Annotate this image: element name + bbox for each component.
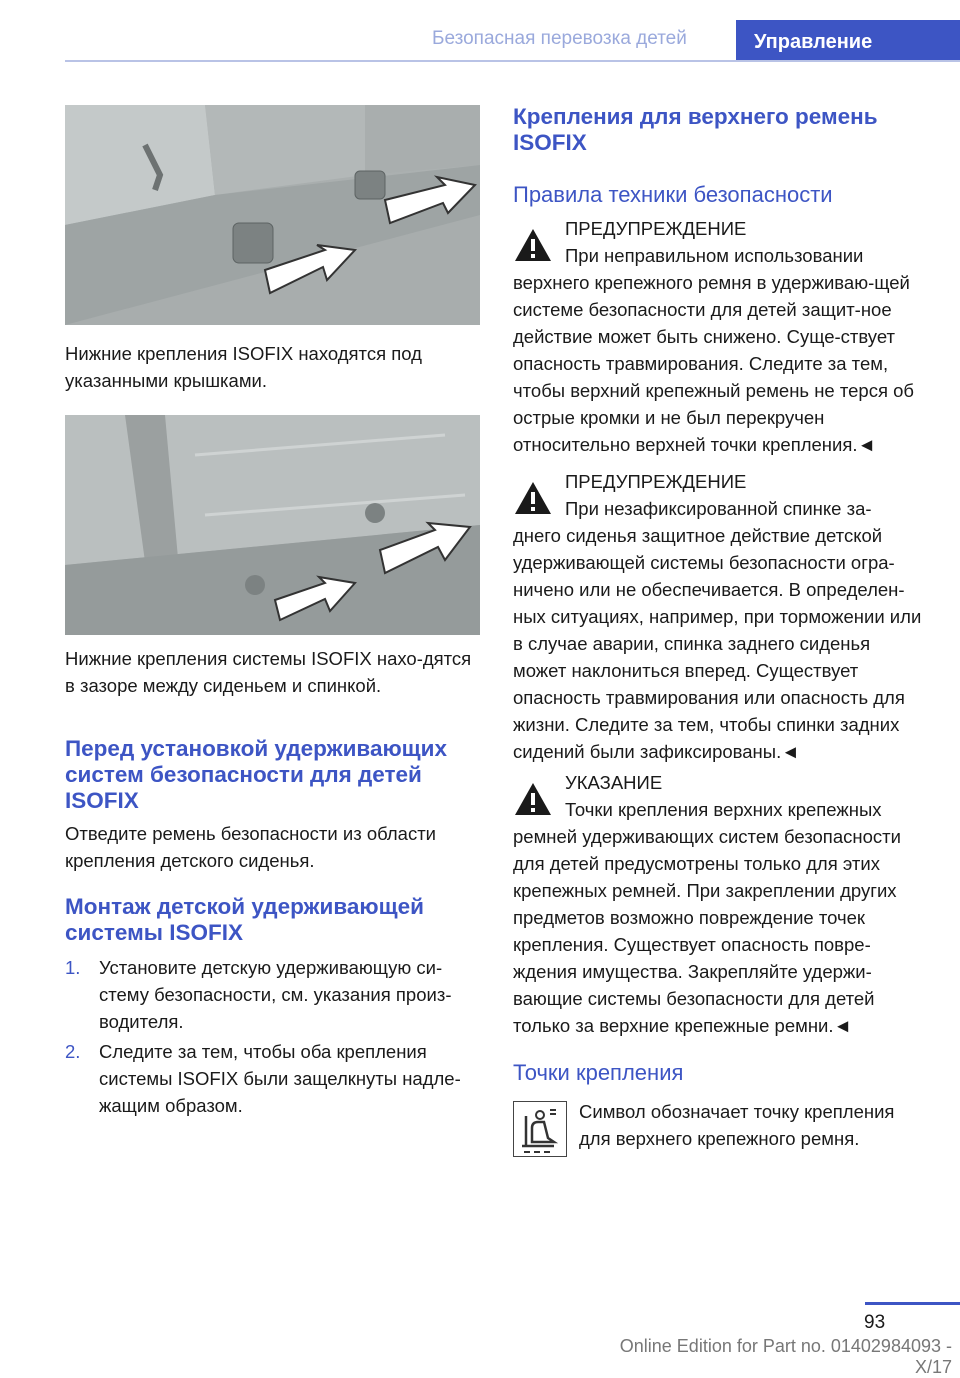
notice-first-line: При незафиксированной спинке за- [565, 498, 872, 519]
warning-notice-1 [513, 215, 928, 458]
notice-text: днего сиденья защитное действие детской удерживающей системы безопасности огра-ничено или не обеспечивается. В определен-ных ситуациях, например, при торможении или в случае аварии, спинка заднего сиденья может наклониться вперед. Существует опасность травмирования или опасность для жизни. Следите за тем, чтобы спинки задних сидений были зафиксированы.◄ [513, 525, 922, 762]
left-section [65, 736, 480, 1122]
caption-photo-1: Нижние крепления ISOFIX находятся под указанными крышками. [65, 343, 422, 391]
heading-before-install: Перед установкой удерживающих систем безопасности для детей ISOFIX [65, 736, 448, 813]
photo-isofix-covers [65, 105, 480, 325]
warning-icon [513, 480, 553, 516]
list-item: 2. Следите за тем, чтобы оба крепления системы ISOFIX были защелкнуты надле-жащим образом. [65, 1041, 461, 1116]
caption-photo-2: Нижние крепления системы ISOFIX нахо-дятся в зазоре между сиденьем и спинкой. [65, 648, 472, 696]
notice-first-line: Точки крепления верхних крепежных [565, 799, 882, 820]
notice-text: верхнего крепежного ремня в удерживаю-щей системе безопасности для детей защит-ное действие может быть снижено. Суще-ствует опасность травмирования. Следите за тем, чтобы верхний крепежный ремень не терся об острые кромки и не был перекручен относительно верхней точки крепления.◄ [513, 272, 914, 455]
edition-footer: Online Edition for Part no. 01402984093 - X/17 [619, 1336, 952, 1377]
notice-label: ПРЕДУПРЕЖДЕНИЕ [565, 218, 747, 239]
running-header-section: Безопасная перевозка детей [432, 28, 687, 49]
footer-rule [865, 1302, 960, 1305]
list-item: 1. Установите детскую удерживающую си-стему безопасности, см. указания произ-водителя. [65, 957, 452, 1032]
notice-text: ремней удерживающих систем безопасности для детей предусмотрены только для этих крепежных ремней. При закреплении других предметов возможно повреждение точек крепления. Существует опасность повре-ждения имущества. Закрепляйте удержи-вающие системы безопасности для детей только за верхние крепежные ремни.◄ [513, 826, 901, 1036]
notice-first-line: При неправильном использовании [565, 245, 864, 266]
photo-isofix-gap [65, 415, 480, 635]
notice-label: УКАЗАНИЕ [565, 772, 663, 793]
heading-safety-rules: Правила техники безопасности [513, 182, 833, 207]
symbol-description: Символ обозначает точку крепления для верхнего крепежного ремня. [579, 1101, 895, 1149]
caution-notice [513, 769, 928, 1039]
warning-notice-2 [513, 468, 928, 765]
heading-mounting: Монтаж детской удерживающей системы ISOFIX [65, 894, 424, 945]
child-seat-anchor-icon [513, 1101, 567, 1157]
warning-icon [513, 227, 553, 263]
page-number: 93 [864, 1312, 886, 1333]
right-headings [513, 104, 928, 208]
mounting-steps [65, 954, 480, 1119]
heading-top-tether: Крепления для верхнего ремень ISOFIX [513, 104, 878, 155]
chapter-tab: Управление [736, 20, 960, 62]
header-rule [65, 60, 960, 62]
warning-icon [513, 781, 553, 817]
notice-label: ПРЕДУПРЕЖДЕНИЕ [565, 471, 747, 492]
para-move-belt: Отведите ремень безопасности из области крепления детского сиденья. [65, 823, 437, 871]
heading-anchor-points: Точки крепления [513, 1060, 684, 1085]
